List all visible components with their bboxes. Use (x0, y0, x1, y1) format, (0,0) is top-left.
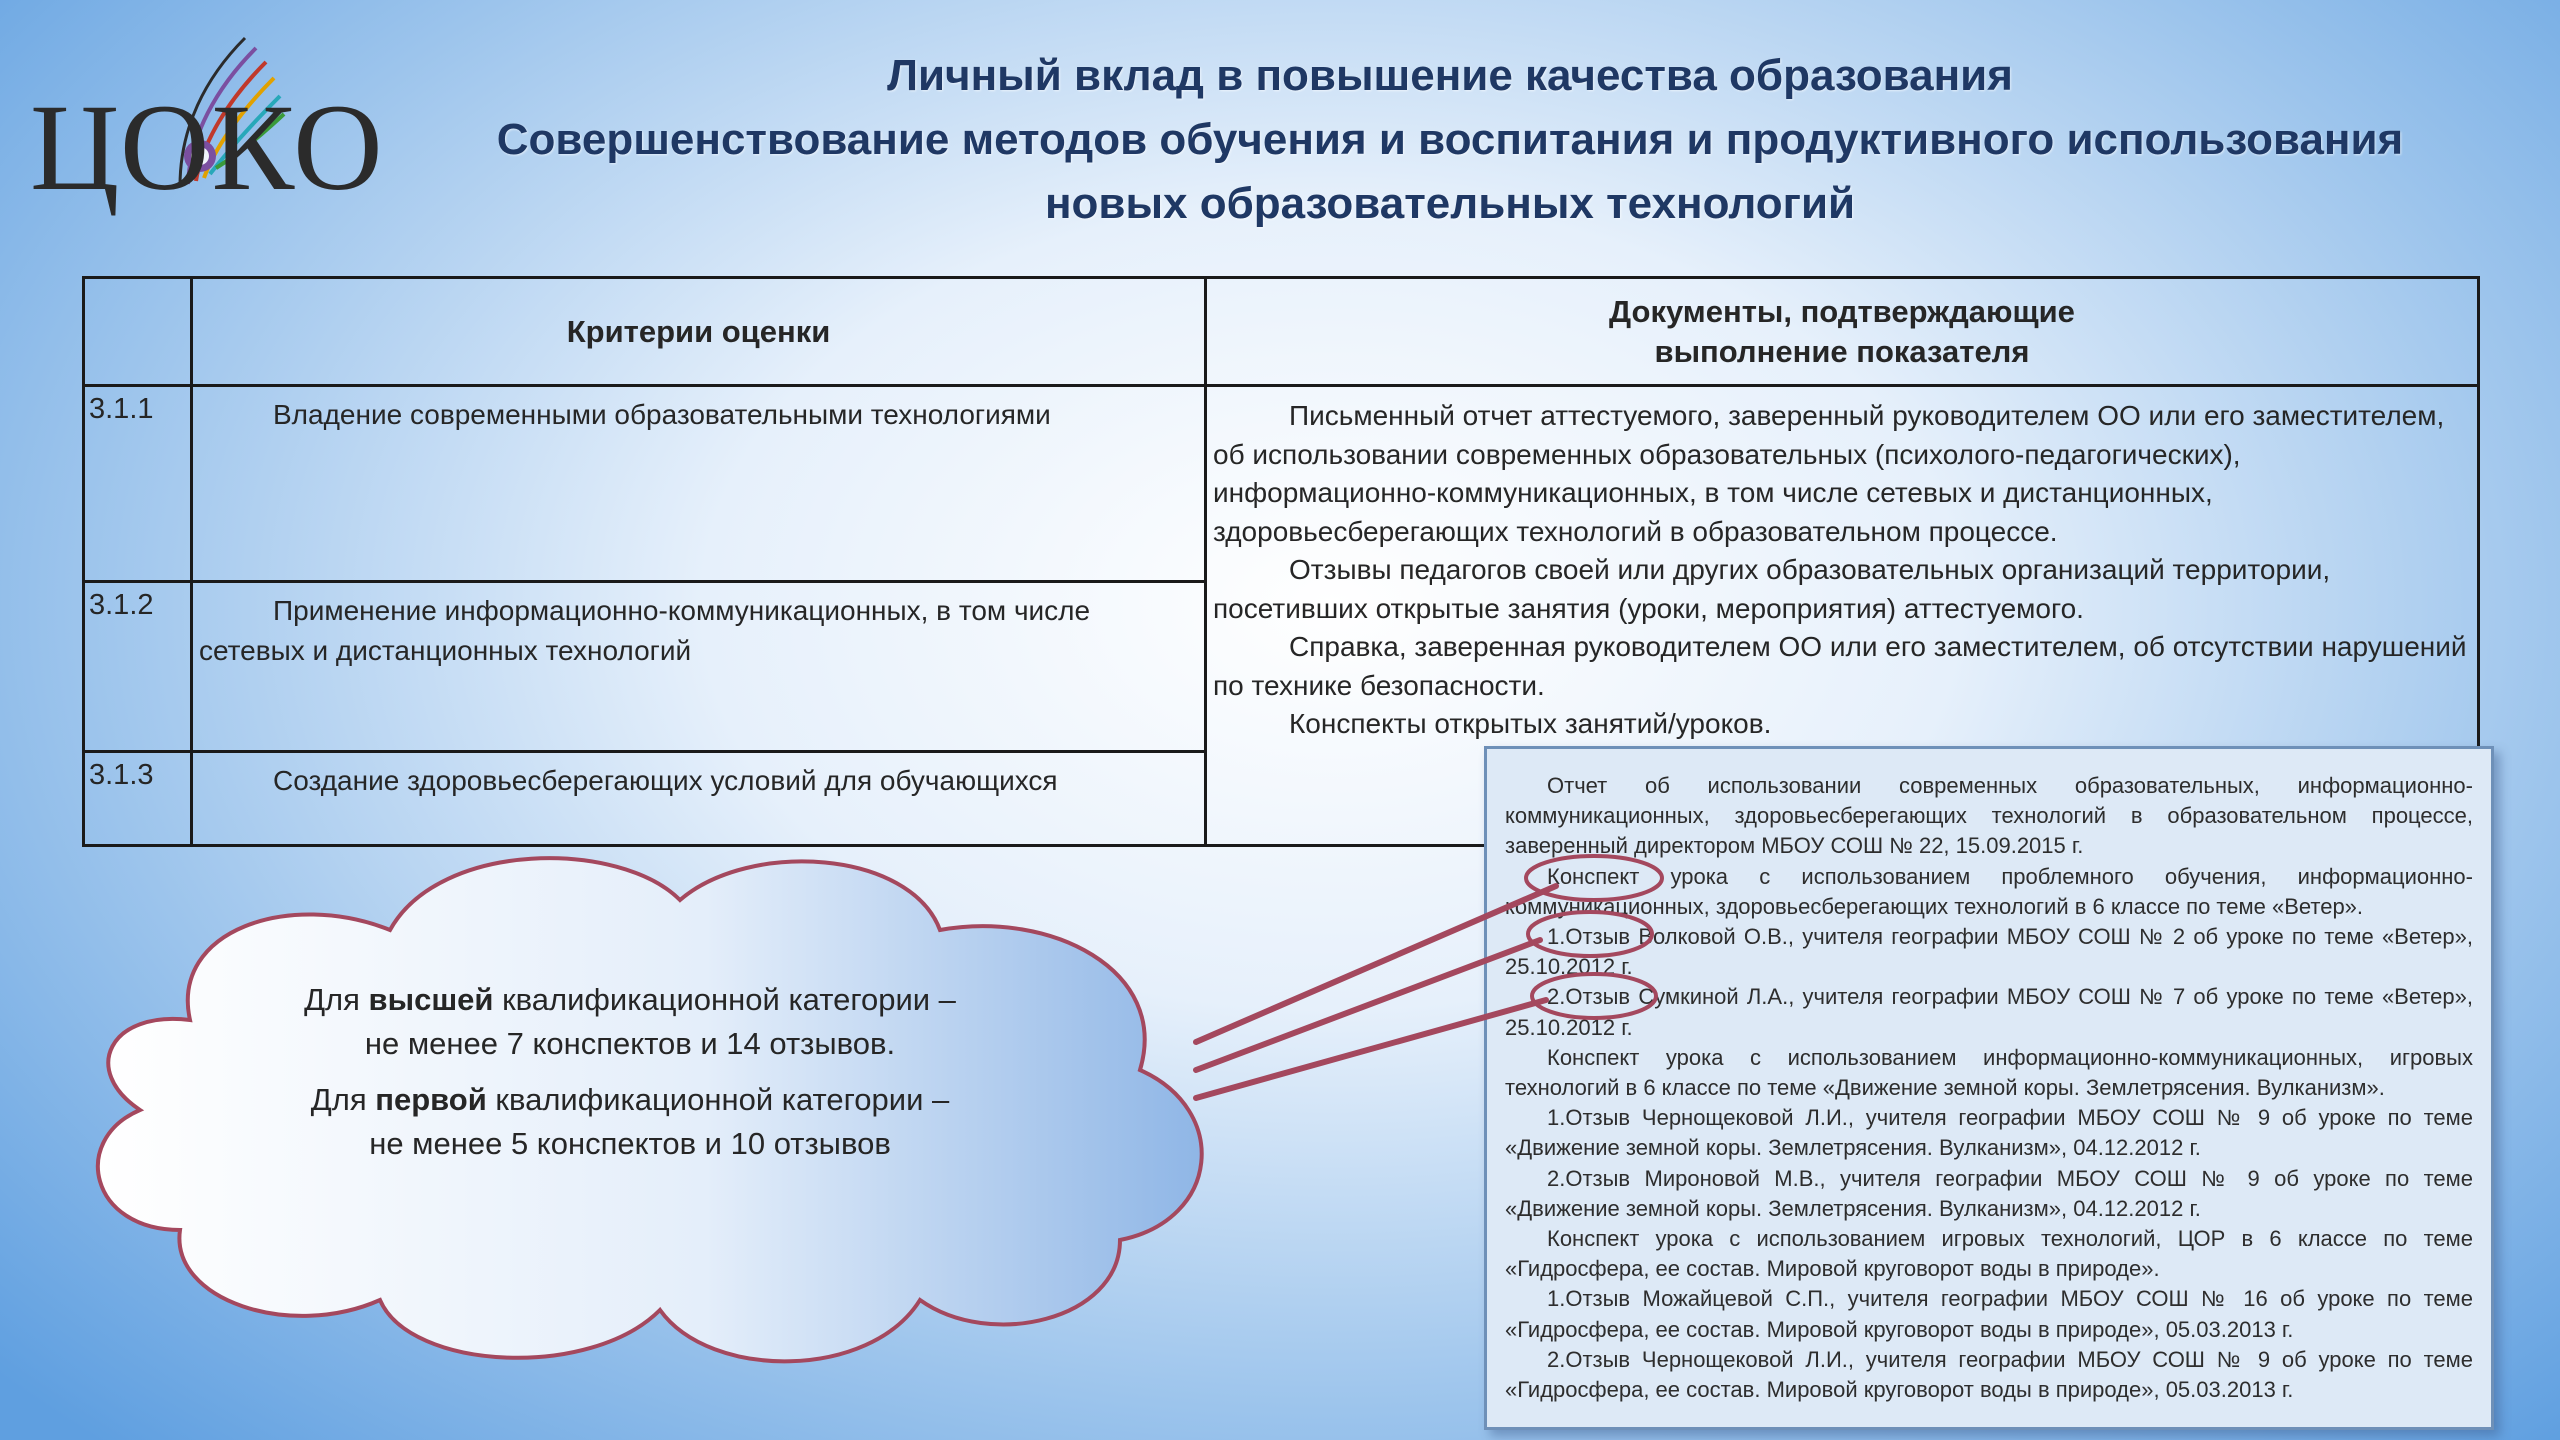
row-criterion (192, 386, 1206, 582)
table-row (84, 386, 2479, 582)
cloud-bold-first: первой (375, 1082, 487, 1117)
coko-logo (30, 18, 390, 216)
example-doc-line: 2.Отзыв Сумкиной Л.А., учителя географии МБОУ СОШ № 7 об уроке по теме «Ветер», 25.10.2012 г. (1505, 984, 2473, 1040)
header-docs-line-2: выполнение показателя (1654, 333, 2030, 369)
example-document-panel (1484, 746, 2494, 1430)
example-doc-line: 1.Отзыв Чернощековой Л.И., учителя географии МБОУ СОШ № 9 об уроке по теме «Движение земной коры. Землетрясения. Вулканизм», 04.12.2012 г. (1505, 1105, 2473, 1161)
cloud-text-span: не менее 7 конспектов и 14 отзывов. (364, 1026, 896, 1061)
cloud-bold-higher: высшей (368, 982, 494, 1017)
example-doc-line: Конспект урока с использованием информационно-коммуникационных, игровых технологий в 6 классе по теме «Движение земной коры. Землетрясения. Вулканизм». (1505, 1044, 2473, 1101)
header-documents (1206, 278, 2479, 386)
example-doc-line: 1.Отзыв Можайцевой С.П., учителя географии МБОУ СОШ № 16 об уроке по теме «Гидросфера, ее состав. Мировой круговорот воды в природе», 05.03.2013 г. (1505, 1286, 2473, 1342)
table-header-row (84, 278, 2479, 386)
document-item: Отзывы педагогов своей или других образовательных организаций территории, посетивших открытые занятия (уроки, мероприятия) аттестуемого. (1213, 554, 2331, 624)
document-item: Конспекты открытых занятий/уроков. (1289, 708, 1772, 739)
row-criterion (192, 582, 1206, 752)
row-number: 3.1.2 (84, 582, 192, 752)
example-doc-line: Конспект урока с использованием игровых технологий, ЦОР в 6 классе по теме «Гидросфера, ее состав. Мировой круговорот воды в природе». (1505, 1226, 2473, 1282)
cloud-text-span: Для (304, 982, 369, 1017)
slide-title (400, 44, 2500, 236)
row-number: 3.1.1 (84, 386, 192, 582)
cloud-text-span: квалификационной категории – (486, 1082, 950, 1117)
cloud-text (220, 978, 1040, 1178)
title-line-1: Личный вклад в повышение качества образования (887, 51, 2013, 100)
criterion-text: Создание здоровьесберегающих условий для обучающихся (273, 765, 1058, 796)
header-docs-line-1: Документы, подтверждающие (1609, 293, 2075, 329)
cloud-text-span: Для (310, 1082, 376, 1117)
logo-text: ЦОКО (30, 79, 385, 216)
title-line-3: новых образовательных технологий (1044, 179, 1856, 228)
header-num (84, 278, 192, 386)
cloud-paragraph-higher (220, 978, 1040, 1066)
example-doc-line: Отчет об использовании современных образовательных, информационно-коммуникационных, здоровьесберегающих технологий в образовательном процессе, заверенный директором МБОУ СОШ № 22, 15.09.2015 г. (1505, 773, 2473, 859)
example-doc-line: 1.Отзыв Волковой О.В., учителя географии МБОУ СОШ № 2 об уроке по теме «Ветер», 25.10.2012 г. (1505, 924, 2473, 980)
example-doc-line: Конспект урока с использованием проблемного обучения, информационно-коммуникационных, здоровьесберегающих технологий в 6 классе по теме «Ветер». (1505, 863, 2473, 919)
cloud-text-span: не менее 5 конспектов и 10 отзывов (369, 1126, 891, 1161)
header-criteria: Критерии оценки (192, 278, 1206, 386)
criterion-text-continued: сетевых и дистанционных технологий (199, 635, 692, 666)
cloud-paragraph-first (220, 1078, 1040, 1166)
criterion-text: Владение современными образовательными технологиями (273, 399, 1051, 430)
cloud-text-span: квалификационной категории – (493, 982, 956, 1017)
criterion-text: Применение информационно-коммуникационных, в том числе (273, 595, 1091, 626)
example-doc-line: 2.Отзыв Мироновой М.В., учителя географии МБОУ СОШ № 9 об уроке по теме «Движение земной коры. Землетрясения. Вулканизм», 04.12.2012 г. (1505, 1165, 2473, 1221)
document-item: Справка, заверенная руководителем ОО или его заместителем, об отсутствии нарушений по технике безопасности. (1213, 631, 2467, 701)
example-doc-line: 2.Отзыв Чернощековой Л.И., учителя географии МБОУ СОШ № 9 об уроке по теме «Гидросфера, ее состав. Мировой круговорот воды в природе», 05.03.2013 г. (1505, 1346, 2473, 1403)
row-number: 3.1.3 (84, 752, 192, 846)
document-item: Письменный отчет аттестуемого, заверенный руководителем ОО или его заместителем, об использовании современных образовательных (психолого-педагогических), информационно-коммуникационных, в том числе сетевых и дистанционных, здоровьесберегающих технологий в образовательном процессе. (1213, 400, 2445, 547)
title-line-2: Совершенствование методов обучения и воспитания и продуктивного использования (496, 115, 2404, 164)
